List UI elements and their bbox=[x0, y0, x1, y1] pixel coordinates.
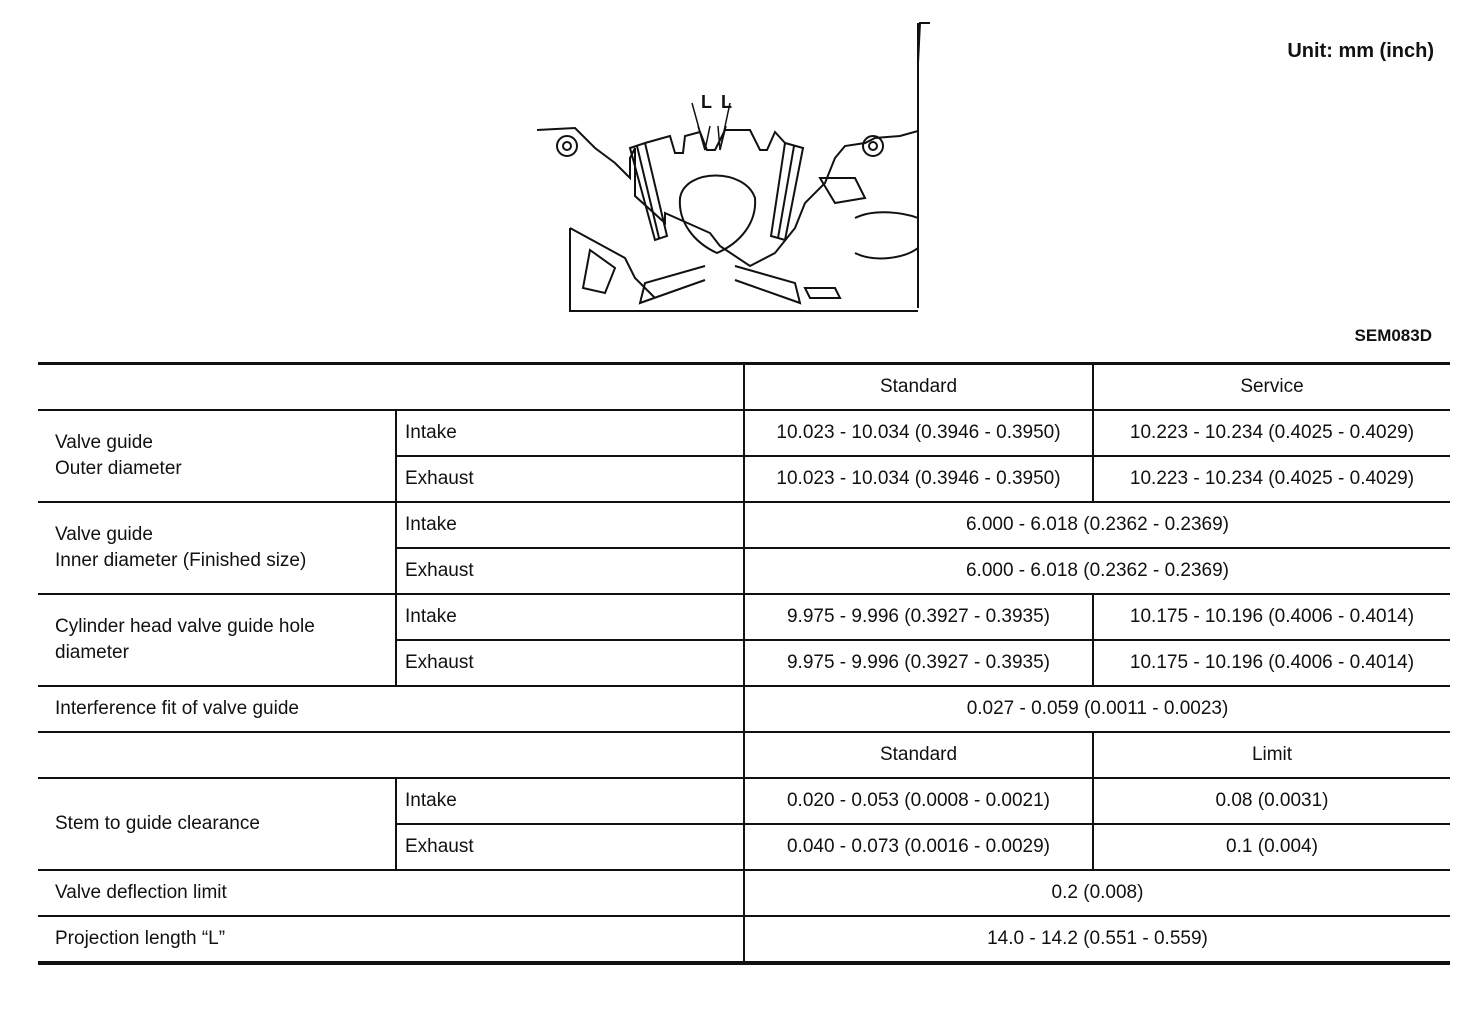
table-row bbox=[38, 410, 1450, 456]
cell-value: 14.0 - 14.2 (0.551 - 0.559) bbox=[744, 916, 1450, 963]
header-limit: Limit bbox=[1093, 732, 1450, 778]
row-label-line1: Cylinder head valve guide hole bbox=[55, 616, 315, 637]
header-standard: Standard bbox=[744, 364, 1093, 411]
cell-value: 0.08 (0.0031) bbox=[1093, 778, 1450, 824]
unit-label: Unit: mm (inch) bbox=[1287, 40, 1434, 62]
figure-code: SEM083D bbox=[1354, 326, 1432, 345]
table-row bbox=[38, 594, 1450, 640]
sub-label-exhaust: Exhaust bbox=[396, 640, 744, 686]
cell-value: 10.023 - 10.034 (0.3946 - 0.3950) bbox=[744, 456, 1093, 502]
cell-value: 0.1 (0.004) bbox=[1093, 824, 1450, 870]
stem-clearance-label: Stem to guide clearance bbox=[38, 778, 396, 870]
cell-value: 10.223 - 10.234 (0.4025 - 0.4029) bbox=[1093, 456, 1450, 502]
table-row bbox=[38, 870, 1450, 916]
row-label-line1: Valve guide bbox=[55, 524, 153, 545]
sub-label-intake: Intake bbox=[396, 410, 744, 456]
sub-label-exhaust: Exhaust bbox=[396, 548, 744, 594]
cell-value: 10.175 - 10.196 (0.4006 - 0.4014) bbox=[1093, 640, 1450, 686]
row-label-line1: Valve guide bbox=[55, 432, 153, 453]
valve-guide-od-label bbox=[38, 410, 396, 502]
cell-value: 0.027 - 0.059 (0.0011 - 0.0023) bbox=[744, 686, 1450, 732]
cylinder-head-diagram bbox=[535, 18, 930, 316]
table-row bbox=[38, 364, 1450, 411]
row-label-line2: Outer diameter bbox=[55, 458, 182, 479]
row-label-line2: diameter bbox=[55, 642, 129, 663]
table-row bbox=[38, 778, 1450, 824]
sub-label-intake: Intake bbox=[396, 594, 744, 640]
sub-label-intake: Intake bbox=[396, 502, 744, 548]
cell-value: 9.975 - 9.996 (0.3927 - 0.3935) bbox=[744, 594, 1093, 640]
sub-label-exhaust: Exhaust bbox=[396, 456, 744, 502]
cell-value: 9.975 - 9.996 (0.3927 - 0.3935) bbox=[744, 640, 1093, 686]
l-mark-right: L bbox=[721, 92, 732, 112]
guide-hole-label bbox=[38, 594, 396, 686]
spec-table bbox=[38, 362, 1450, 965]
deflection-limit-label: Valve deflection limit bbox=[38, 870, 744, 916]
cell-value: 10.223 - 10.234 (0.4025 - 0.4029) bbox=[1093, 410, 1450, 456]
cell-value: 0.2 (0.008) bbox=[744, 870, 1450, 916]
table-row bbox=[38, 732, 1450, 778]
cell-value: 0.040 - 0.073 (0.0016 - 0.0029) bbox=[744, 824, 1093, 870]
projection-length-label: Projection length “L” bbox=[38, 916, 744, 963]
sub-label-exhaust: Exhaust bbox=[396, 824, 744, 870]
l-mark-left: L bbox=[701, 92, 712, 112]
cell-value: 10.023 - 10.034 (0.3946 - 0.3950) bbox=[744, 410, 1093, 456]
header-blank bbox=[38, 364, 744, 411]
table-row bbox=[38, 686, 1450, 732]
cell-value: 0.020 - 0.053 (0.0008 - 0.0021) bbox=[744, 778, 1093, 824]
cell-value: 6.000 - 6.018 (0.2362 - 0.2369) bbox=[744, 502, 1450, 548]
table-row bbox=[38, 916, 1450, 963]
cell-value: 6.000 - 6.018 (0.2362 - 0.2369) bbox=[744, 548, 1450, 594]
header-blank bbox=[38, 732, 744, 778]
interference-fit-label: Interference fit of valve guide bbox=[38, 686, 744, 732]
sub-label-intake: Intake bbox=[396, 778, 744, 824]
valve-guide-id-label bbox=[38, 502, 396, 594]
header-service: Service bbox=[1093, 364, 1450, 411]
cell-value: 10.175 - 10.196 (0.4006 - 0.4014) bbox=[1093, 594, 1450, 640]
header-standard: Standard bbox=[744, 732, 1093, 778]
row-label-line2: Inner diameter (Finished size) bbox=[55, 550, 307, 571]
table-row bbox=[38, 502, 1450, 548]
